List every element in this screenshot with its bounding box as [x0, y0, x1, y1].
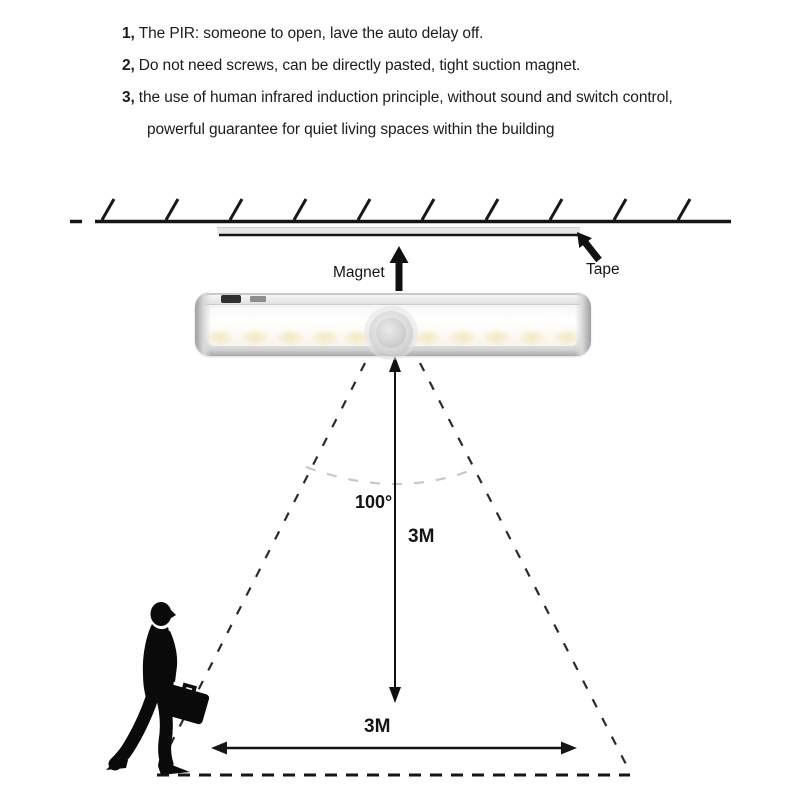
detection-range-label: 3M — [364, 716, 391, 737]
pir-sensor-dome — [369, 311, 413, 355]
power-switch — [221, 295, 241, 303]
tape-label: Tape — [586, 261, 620, 278]
range-measure-arrow-icon — [211, 742, 577, 755]
walking-person-icon — [106, 602, 211, 775]
instruction-text: powerful guarantee for quiet living spaces within the building — [147, 121, 555, 138]
magnet-label: Magnet — [333, 264, 385, 281]
led-glow — [310, 329, 340, 346]
instruction-text: Do not need screws, can be directly pasted, tight suction magnet. — [138, 57, 581, 74]
angle-arc — [306, 467, 474, 484]
led-glow — [447, 329, 477, 346]
instruction-number: 2, — [122, 57, 135, 74]
bar-print-mark — [250, 296, 266, 302]
led-glow — [342, 329, 372, 346]
ceiling-hatch-marks — [102, 199, 690, 220]
led-light-bar — [195, 292, 591, 356]
instruction-number: 1, — [122, 25, 135, 42]
cone-right-dashed-line — [420, 363, 631, 774]
tape-strip — [217, 227, 580, 235]
bar-end-cap-right — [575, 292, 591, 356]
instruction-number: 3, — [122, 89, 135, 106]
led-glow — [482, 329, 512, 346]
led-glow — [412, 329, 442, 346]
pir-sensor-lens — [376, 318, 406, 348]
led-glow — [275, 329, 305, 346]
led-glow — [240, 329, 270, 346]
height-measure-arrow-icon — [389, 356, 401, 703]
mounting-height-label: 3M — [408, 526, 435, 547]
instruction-text: the use of human infrared induction principle, without sound and switch control, — [138, 89, 673, 106]
instruction-text: The PIR: someone to open, lave the auto delay off. — [138, 25, 484, 42]
led-glow — [517, 329, 547, 346]
bar-end-cap-left — [195, 292, 211, 356]
detection-angle-label: 100° — [355, 492, 393, 512]
tape-arrow-icon — [577, 232, 602, 262]
magnet-arrow-icon — [390, 246, 409, 291]
